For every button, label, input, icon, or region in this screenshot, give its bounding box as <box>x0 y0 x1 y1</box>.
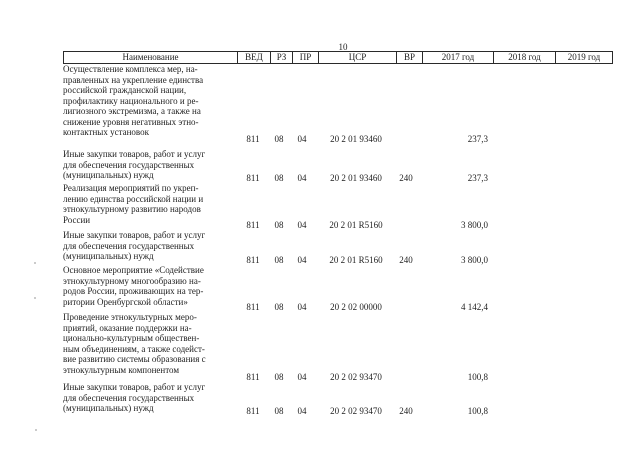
row-ved: 811 <box>246 219 260 230</box>
row-2017: 237,3 <box>467 172 488 183</box>
column-header-rz: РЗ <box>271 52 293 63</box>
row-pr: 04 <box>297 254 307 265</box>
row-name: Иные закупки товаров, работ и услуг для обеспечения государственных (муниципальных) нужд <box>63 382 206 413</box>
row-rz: 08 <box>274 254 284 265</box>
row-rz: 08 <box>274 133 284 144</box>
row-2017: 4 142,4 <box>461 301 488 312</box>
row-name: Иные закупки товаров, работ и услуг для обеспечения государственных (муниципальных) нужд <box>63 149 206 180</box>
row-pr: 04 <box>297 371 307 382</box>
table-row <box>63 382 613 416</box>
row-name: Основное мероприятие «Содействие этнокультурному многообразию на- родов России, проживающих на тер- ритории Оренбургской области» <box>63 265 204 307</box>
row-vr: 240 <box>399 405 413 416</box>
row-name: Иные закупки товаров, работ и услуг для обеспечения государственных (муниципальных) нужд <box>63 230 206 261</box>
table-row <box>63 312 613 382</box>
row-rz: 08 <box>274 301 284 312</box>
row-pr: 04 <box>297 172 307 183</box>
column-header-vr: ВР <box>397 52 423 63</box>
row-rz: 08 <box>274 405 284 416</box>
table-row <box>63 230 613 265</box>
row-csr: 20 2 01 R5160 <box>329 219 383 230</box>
row-vr: 240 <box>399 254 413 265</box>
row-csr: 20 2 02 00000 <box>330 301 382 312</box>
row-rz: 08 <box>274 219 284 230</box>
row-pr: 04 <box>297 301 307 312</box>
table-row <box>63 149 613 183</box>
scan-speck <box>35 429 37 431</box>
row-rz: 08 <box>274 172 284 183</box>
table-row <box>63 265 613 312</box>
table-row <box>63 183 613 230</box>
row-2017: 100,8 <box>467 405 488 416</box>
row-csr: 20 2 01 93460 <box>330 133 382 144</box>
column-header-pr: ПР <box>293 52 319 63</box>
row-ved: 811 <box>246 254 260 265</box>
column-header-csr: ЦСР <box>319 52 397 63</box>
row-csr: 20 2 01 R5160 <box>329 254 383 265</box>
table-row <box>63 64 613 144</box>
row-ved: 811 <box>246 133 260 144</box>
row-name: Осуществление комплекса мер, на- правленных на укрепление единства российской гражданской нации, профилактику национального и ре- лигиозного экстремизма, а также на снижение уровня негативных этно- контактных установок <box>63 64 204 137</box>
column-header-ved: ВЕД <box>238 52 271 63</box>
row-vr: 240 <box>399 172 413 183</box>
row-ved: 811 <box>246 405 260 416</box>
row-2017: 237,3 <box>467 133 488 144</box>
row-pr: 04 <box>297 133 307 144</box>
row-csr: 20 2 02 93470 <box>330 405 382 416</box>
row-pr: 04 <box>297 405 307 416</box>
row-2017: 3 800,0 <box>461 219 488 230</box>
row-pr: 04 <box>297 219 307 230</box>
scan-speck <box>34 262 36 264</box>
scan-speck <box>34 297 36 299</box>
row-ved: 811 <box>246 301 260 312</box>
column-header-2017: 2017 год <box>423 52 494 63</box>
row-rz: 08 <box>274 371 284 382</box>
row-ved: 811 <box>246 371 260 382</box>
row-csr: 20 2 01 93460 <box>330 172 382 183</box>
page-number: 10 <box>338 42 348 52</box>
column-header-name: Наименование <box>64 52 238 63</box>
row-ved: 811 <box>246 172 260 183</box>
column-header-2018: 2018 год <box>494 52 556 63</box>
row-2017: 100,8 <box>467 371 488 382</box>
row-name: Реализация мероприятий по укреп- лению единства российской нации и этнокультурному развитию народов России <box>63 183 204 225</box>
table-header <box>63 51 613 64</box>
column-header-2019: 2019 год <box>567 52 601 62</box>
row-2017: 3 800,0 <box>461 254 488 265</box>
row-name: Проведение этнокультурных меро- приятий, оказание поддержки на- ционально-культурным обществен- ным объединениям, а также содейст- вие развитию системы образования с этнокультурным компонентом <box>63 312 206 375</box>
row-csr: 20 2 02 93470 <box>330 371 382 382</box>
